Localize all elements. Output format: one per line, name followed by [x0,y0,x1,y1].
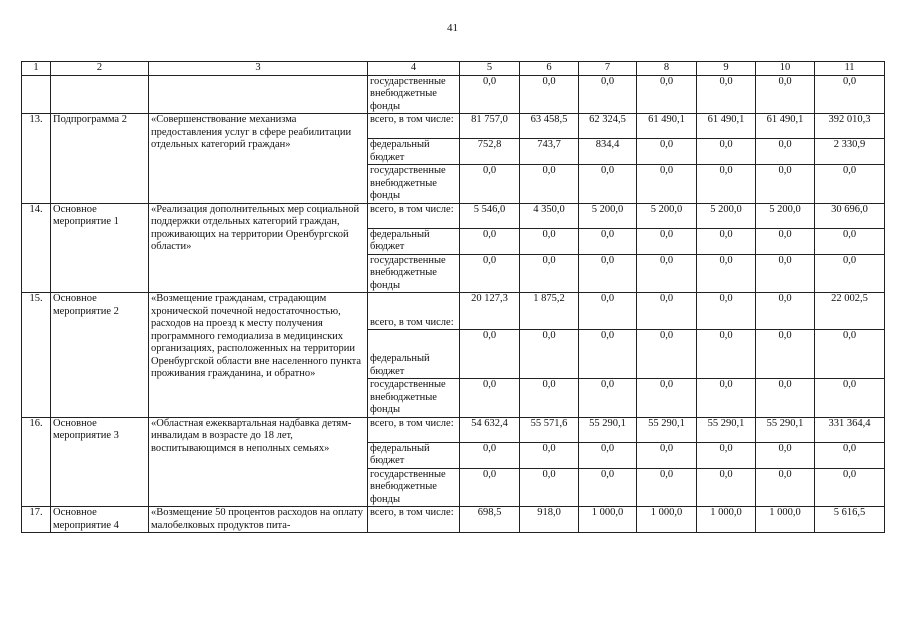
funding-source: государственные внебюджетные фонды [368,165,460,204]
column-number: 3 [149,62,368,76]
amount-cell: 0,0 [756,379,815,418]
amount-cell: 55 290,1 [756,417,815,442]
amount-cell: 0,0 [579,442,637,468]
program-description: «Совершенствование механизма предоставления услуг в сфере реабилитации отдельных категорий граждан» [149,114,368,204]
amount-cell: 0,0 [815,330,885,379]
amount-cell: 0,0 [697,228,756,254]
amount-cell: 1 000,0 [579,507,637,533]
amount-cell: 62 324,5 [579,114,637,139]
funding-source: федеральный бюджет [368,139,460,165]
funding-source: всего, в том числе: [368,114,460,139]
column-number: 11 [815,62,885,76]
amount-cell: 698,5 [460,507,520,533]
amount-cell: 0,0 [520,442,579,468]
amount-cell: 0,0 [460,165,520,204]
amount-cell: 0,0 [460,254,520,293]
column-number: 6 [520,62,579,76]
amount-cell: 0,0 [815,165,885,204]
funding-source: всего, в том числе: [368,293,460,330]
amount-cell: 0,0 [520,165,579,204]
amount-cell: 0,0 [579,254,637,293]
column-number: 10 [756,62,815,76]
amount-cell: 0,0 [637,228,697,254]
amount-cell: 0,0 [815,442,885,468]
amount-cell: 0,0 [520,379,579,418]
amount-cell: 1 000,0 [756,507,815,533]
amount-cell: 0,0 [579,75,637,114]
table-row [22,417,885,442]
amount-cell: 0,0 [579,165,637,204]
row-number: 17. [22,507,51,533]
column-number: 2 [51,62,149,76]
amount-cell: 0,0 [637,165,697,204]
amount-cell: 0,0 [460,228,520,254]
program-name: Подпрограмма 2 [51,114,149,204]
table-row [22,114,885,139]
program-description: «Реализация дополнительных мер социальной поддержки отдельных категорий граждан, проживающих на территории Оренбургской области» [149,203,368,293]
amount-cell: 0,0 [815,379,885,418]
program-name: Основное мероприятие 2 [51,293,149,418]
funding-source: всего, в том числе: [368,203,460,228]
row-number: 16. [22,417,51,507]
amount-cell: 0,0 [697,254,756,293]
amount-cell: 4 350,0 [520,203,579,228]
amount-cell: 0,0 [815,228,885,254]
amount-cell: 0,0 [637,468,697,507]
amount-cell: 0,0 [579,228,637,254]
amount-cell: 0,0 [520,75,579,114]
amount-cell: 0,0 [520,254,579,293]
amount-cell: 0,0 [697,293,756,330]
amount-cell: 0,0 [520,330,579,379]
program-name [51,75,149,114]
row-number [22,75,51,114]
column-number-row [22,62,885,76]
amount-cell: 0,0 [637,330,697,379]
amount-cell: 0,0 [520,468,579,507]
table-row [22,203,885,228]
program-description: «Возмещение гражданам, страдающим хронической почечной недостаточностью, расходов на проезд к месту получения программного гемодиализа в медицинских организациях, расположенных на территории Оренбургской области вне населенного пункта проживания гражданина, и обратно» [149,293,368,418]
amount-cell: 0,0 [756,75,815,114]
amount-cell: 0,0 [697,442,756,468]
table-row [22,507,885,533]
program-description: «Областная ежеквартальная надбавка детям-инвалидам в возрасте до 18 лет, воспитывающимся в неполных семьях» [149,417,368,507]
column-number: 8 [637,62,697,76]
funding-source: государственные внебюджетные фонды [368,468,460,507]
table-row [22,293,885,330]
amount-cell: 0,0 [756,228,815,254]
column-number: 7 [579,62,637,76]
amount-cell: 0,0 [756,293,815,330]
funding-source: государственные внебюджетные фонды [368,379,460,418]
funding-source: федеральный бюджет [368,228,460,254]
amount-cell: 0,0 [697,330,756,379]
amount-cell: 0,0 [815,75,885,114]
amount-cell: 0,0 [460,75,520,114]
amount-cell: 0,0 [579,468,637,507]
amount-cell: 0,0 [756,442,815,468]
funding-source: всего, в том числе: [368,417,460,442]
amount-cell: 63 458,5 [520,114,579,139]
amount-cell: 55 290,1 [579,417,637,442]
amount-cell: 0,0 [815,468,885,507]
funding-source: государственные внебюджетные фонды [368,254,460,293]
amount-cell: 0,0 [579,330,637,379]
amount-cell: 5 546,0 [460,203,520,228]
amount-cell: 0,0 [637,139,697,165]
amount-cell: 0,0 [460,442,520,468]
amount-cell: 55 290,1 [637,417,697,442]
amount-cell: 0,0 [520,228,579,254]
amount-cell: 0,0 [697,379,756,418]
amount-cell: 0,0 [637,75,697,114]
amount-cell: 54 632,4 [460,417,520,442]
amount-cell: 392 010,3 [815,114,885,139]
amount-cell: 5 200,0 [697,203,756,228]
amount-cell: 0,0 [756,330,815,379]
amount-cell: 1 000,0 [637,507,697,533]
amount-cell: 0,0 [460,379,520,418]
program-description: «Возмещение 50 процентов расходов на оплату малобелковых продуктов пита- [149,507,368,533]
column-number: 5 [460,62,520,76]
budget-table [21,61,885,533]
program-description [149,75,368,114]
amount-cell: 0,0 [697,468,756,507]
amount-cell: 1 000,0 [697,507,756,533]
amount-cell: 752,8 [460,139,520,165]
amount-cell: 81 757,0 [460,114,520,139]
amount-cell: 0,0 [756,468,815,507]
table-row [22,75,885,114]
amount-cell: 0,0 [697,75,756,114]
amount-cell: 0,0 [579,293,637,330]
amount-cell: 55 290,1 [697,417,756,442]
column-number: 4 [368,62,460,76]
amount-cell: 5 616,5 [815,507,885,533]
amount-cell: 331 364,4 [815,417,885,442]
program-name: Основное мероприятие 4 [51,507,149,533]
amount-cell: 1 875,2 [520,293,579,330]
funding-source: федеральный бюджет [368,330,460,379]
amount-cell: 5 200,0 [756,203,815,228]
amount-cell: 0,0 [579,379,637,418]
amount-cell: 22 002,5 [815,293,885,330]
amount-cell: 0,0 [460,468,520,507]
amount-cell: 61 490,1 [697,114,756,139]
funding-source: федеральный бюджет [368,442,460,468]
amount-cell: 0,0 [815,254,885,293]
amount-cell: 20 127,3 [460,293,520,330]
amount-cell: 0,0 [637,379,697,418]
amount-cell: 0,0 [756,139,815,165]
row-number: 14. [22,203,51,293]
funding-source: государственные внебюджетные фонды [368,75,460,114]
funding-source: всего, в том числе: [368,507,460,533]
amount-cell: 0,0 [460,330,520,379]
amount-cell: 834,4 [579,139,637,165]
amount-cell: 0,0 [697,139,756,165]
amount-cell: 55 571,6 [520,417,579,442]
amount-cell: 2 330,9 [815,139,885,165]
amount-cell: 5 200,0 [637,203,697,228]
amount-cell: 30 696,0 [815,203,885,228]
page-number: 41 [447,22,458,34]
amount-cell: 0,0 [756,165,815,204]
amount-cell: 5 200,0 [579,203,637,228]
amount-cell: 61 490,1 [756,114,815,139]
program-name: Основное мероприятие 3 [51,417,149,507]
amount-cell: 61 490,1 [637,114,697,139]
amount-cell: 0,0 [637,293,697,330]
amount-cell: 918,0 [520,507,579,533]
amount-cell: 0,0 [637,442,697,468]
row-number: 15. [22,293,51,418]
program-name: Основное мероприятие 1 [51,203,149,293]
amount-cell: 0,0 [637,254,697,293]
row-number: 13. [22,114,51,204]
amount-cell: 0,0 [697,165,756,204]
amount-cell: 0,0 [756,254,815,293]
amount-cell: 743,7 [520,139,579,165]
column-number: 1 [22,62,51,76]
column-number: 9 [697,62,756,76]
